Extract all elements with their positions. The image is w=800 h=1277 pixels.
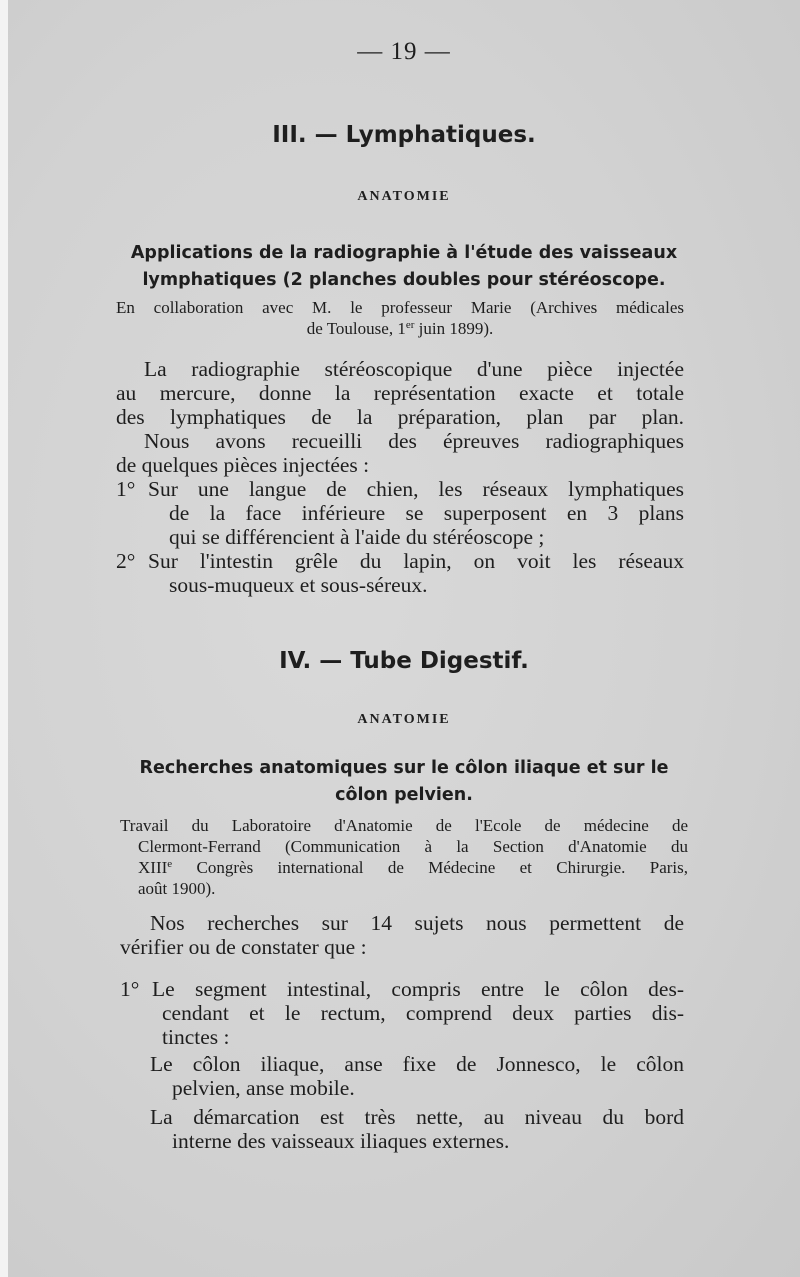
paragraph-line: Le côlon iliaque, anse fixe de Jonnesco, le côlon xyxy=(150,1052,684,1076)
sub-paragraph-colon-iliaque xyxy=(120,1052,684,1100)
title-line: côlon pelvien. xyxy=(335,785,473,805)
section-title-tube-digestif: IV. — Tube Digestif. xyxy=(279,648,529,674)
paragraph-line: Nos recherches sur 14 sujets nous permettent de xyxy=(150,911,684,935)
list-line: Sur une langue de chien, les réseaux lymphatiques xyxy=(148,477,684,501)
paragraph-line: des lymphatiques de la préparation, plan par plan. xyxy=(116,405,684,429)
list-line: Sur l'intestin grêle du lapin, on voit les réseaux xyxy=(148,549,684,573)
note-line: En collaboration avec M. le professeur Marie (Archives médicales xyxy=(116,298,684,317)
paragraph-recherches xyxy=(120,911,684,959)
article-title-radiographie xyxy=(112,240,696,294)
list-item-1 xyxy=(116,477,684,549)
page-number: — 19 — xyxy=(357,38,451,65)
publication-note xyxy=(116,297,684,339)
paragraph-line: pelvien, anse mobile. xyxy=(172,1076,355,1100)
title-line: Recherches anatomiques sur le côlon iliaque et sur le xyxy=(139,758,669,778)
paragraph-radiographie xyxy=(116,357,684,477)
page-edge xyxy=(0,0,8,1277)
paragraph-line: Nous avons recueilli des épreuves radiographiques xyxy=(144,429,684,453)
document-page xyxy=(8,0,800,1277)
paragraph-line: La radiographie stéréoscopique d'une pièce injectée xyxy=(144,357,684,381)
list-number: 2° xyxy=(116,549,136,573)
list-item-2 xyxy=(116,549,684,597)
list-number: 1° xyxy=(120,977,140,1001)
note-line: de Toulouse, 1er juin 1899). xyxy=(306,319,494,338)
list-line: cendant et le rectum, comprend deux parties dis- xyxy=(162,1001,684,1025)
note-line: Clermont-Ferrand (Communication à la Section d'Anatomie du xyxy=(138,837,688,856)
list-line: qui se différencient à l'aide du stéréoscope ; xyxy=(169,525,545,549)
paragraph-line: interne des vaisseaux iliaques externes. xyxy=(172,1129,510,1153)
title-line: Applications de la radiographie à l'étude des vaisseaux xyxy=(130,243,678,263)
note-line: XIIIe Congrès international de Médecine et Chirurgie. Paris, xyxy=(138,858,688,877)
note-line: Travail du Laboratoire d'Anatomie de l'Ecole de médecine de xyxy=(120,816,688,835)
paragraph-line: de quelques pièces injectées : xyxy=(116,453,370,477)
section-category-anatomie: ANATOMIE xyxy=(357,712,451,727)
list-line: sous-muqueux et sous-séreux. xyxy=(169,573,428,597)
work-note xyxy=(120,815,688,899)
article-title-colon xyxy=(120,755,688,809)
sub-paragraph-demarcation xyxy=(120,1105,684,1153)
list-line: tinctes : xyxy=(162,1025,230,1049)
paragraph-line: La démarcation est très nette, au niveau du bord xyxy=(150,1105,684,1129)
list-line: de la face inférieure se superposent en 3 plans xyxy=(169,501,684,525)
list-line: Le segment intestinal, compris entre le côlon des- xyxy=(152,977,684,1001)
paragraph-line: au mercure, donne la représentation exacte et totale xyxy=(116,381,684,405)
note-line: août 1900). xyxy=(138,879,216,898)
list-item-1-colon xyxy=(120,977,684,1049)
paragraph-line: vérifier ou de constater que : xyxy=(120,935,367,959)
title-line: lymphatiques (2 planches doubles pour stéréoscope. xyxy=(142,270,666,290)
section-title-lymphatiques: III. — Lymphatiques. xyxy=(272,122,536,148)
list-number: 1° xyxy=(116,477,136,501)
section-category-anatomie: ANATOMIE xyxy=(357,189,451,204)
